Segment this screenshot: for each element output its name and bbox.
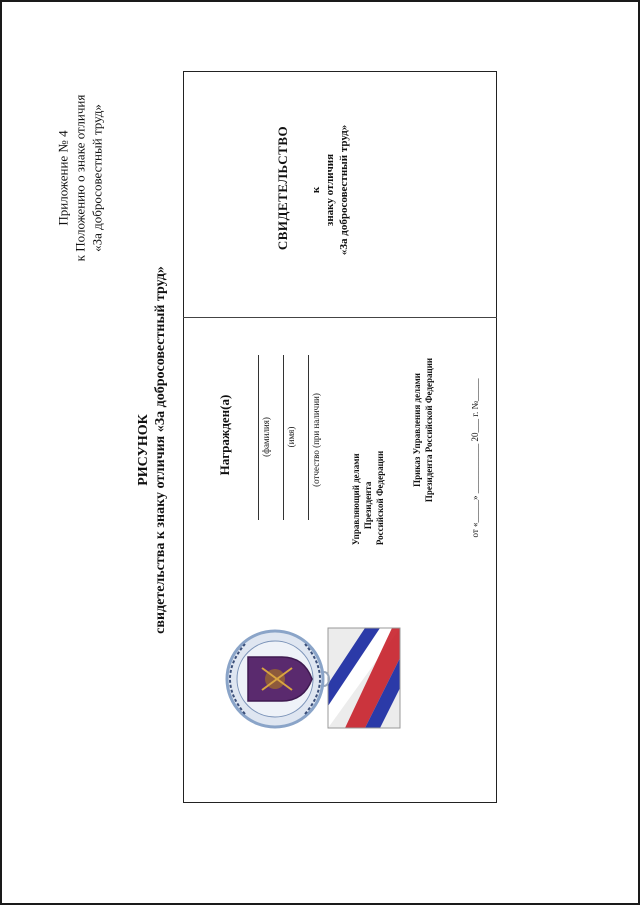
ribbon-icon xyxy=(328,628,400,728)
surname-line xyxy=(258,355,259,520)
medal-svg xyxy=(220,622,415,737)
appendix-line-1: Приложение № 4 xyxy=(55,130,71,226)
signer-line-2: Президента xyxy=(363,481,373,530)
name-line xyxy=(283,355,284,520)
heading-subtitle: свидетельства к знаку отличия «За добросовестный труд» xyxy=(153,266,168,634)
signer-line-3: Российской Федерации xyxy=(375,450,385,546)
medal-icon xyxy=(227,631,323,727)
cover-subtitle xyxy=(309,125,351,256)
document-heading xyxy=(135,266,169,634)
appendix-block xyxy=(55,95,106,262)
signer-line-1: Управляющий делами xyxy=(351,453,361,546)
surname-caption: (фамилия) xyxy=(261,417,271,457)
patronymic-caption: (отчество (при наличии) xyxy=(311,393,321,487)
order-date-line: от «_____» ___________ 20___ г. №_____ xyxy=(470,378,480,538)
name-caption: (имя) xyxy=(286,426,296,448)
appendix-line-2: к Положению о знаке отличия xyxy=(72,94,88,262)
order-line-2: Президента Российской Федерации xyxy=(424,357,434,503)
order-block xyxy=(411,358,435,502)
signer-block xyxy=(350,451,386,545)
cover-line-3: «За добросовестный труд» xyxy=(338,124,350,256)
order-line-1: Приказ Управления делами xyxy=(412,373,422,487)
patronymic-line xyxy=(308,355,309,520)
medal-image xyxy=(220,622,415,737)
certificate-fold-line xyxy=(183,317,497,318)
cover-line-1: к xyxy=(310,186,322,194)
appendix-line-3: «За добросовестный труд» xyxy=(89,104,105,252)
cover-line-2: знаку отличия xyxy=(324,153,336,227)
awarded-label: Награжден(а) xyxy=(217,394,232,476)
heading-title: РИСУНОК xyxy=(136,414,151,486)
cover-title: СВИДЕТЕЛЬСТВО xyxy=(275,125,290,251)
